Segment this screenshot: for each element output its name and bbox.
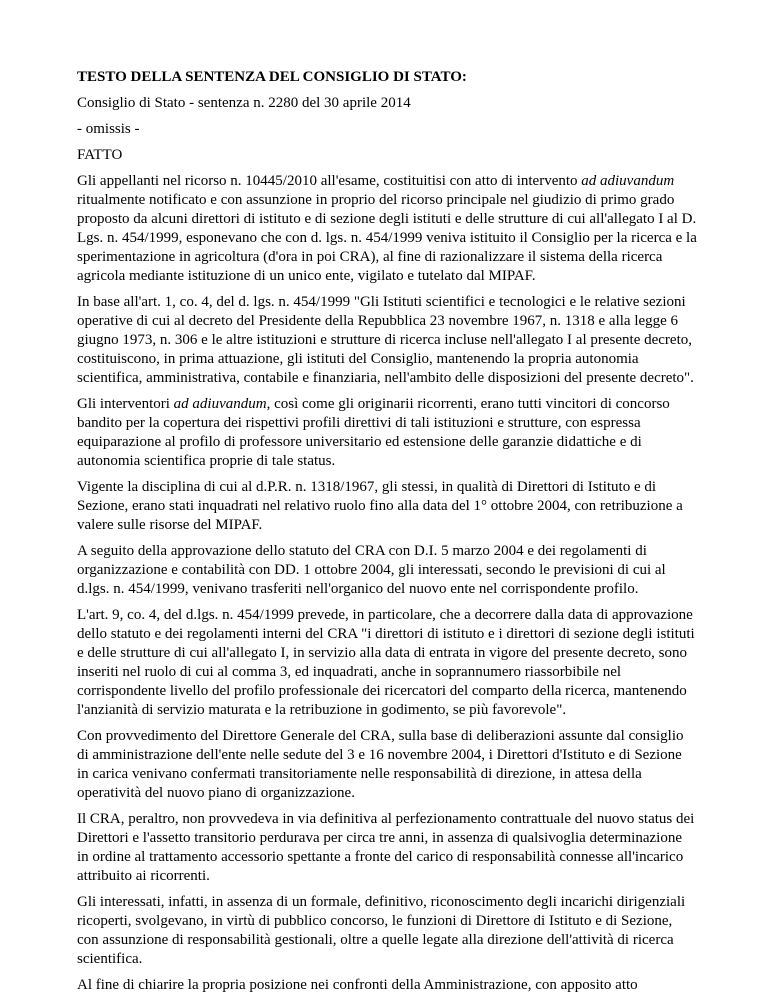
paragraph-5: A seguito della approvazione dello statuto del CRA con D.I. 5 marzo 2004 e dei regolamenti di organizzazione e contabilità con DD. 1 ottobre 2004, gli interessati, secondo le previsioni di cui al d.lgs. n. 454/1999, venivano trasferiti nell'organico del nuovo ente nel corrispondente profilo.	[77, 543, 666, 597]
paragraph-6: L'art. 9, co. 4, del d.lgs. n. 454/1999 prevede, in particolare, che a decorrere dalla data di approvazione dello statuto e dei regolamenti interni del CRA "i direttori di istituto e i direttori di sezione degli istituti e delle strutture di cui all'allegato I, in servizio alla data di entrata in vigore del presente decreto, sono inseriti nel ruolo di cui al comma 3, ed inquadrati, anche in soprannumero riassorbibile nel corrispondente livello del profilo professionale dei ricercatori del comparto della ricerca, mantenendo l'anzianità di servizio maturata e la retribuzione in godimento, se più favorevole".	[77, 607, 695, 718]
paragraph-3-emphasis: ad adiuvandum	[173, 396, 267, 412]
paragraph-2: In base all'art. 1, co. 4, del d. lgs. n. 454/1999 "Gli Istituti scientifici e tecnologici e le relative sezioni operative di cui al decreto del Presidente della Repubblica 23 novembre 1967, n. 1318 e alla legge 6 giugno 1973, n. 306 e le altre istituzioni e strutture di ricerca incluse nell'allegato I al presente decreto, costituiscono, in prima attuazione, gli istituti del Consiglio, mantenendo la propria autonomia scientifica, amministrativa, contabile e finanziaria, nell'ambito delle disposizioni del presente decreto".	[77, 294, 694, 386]
document-subtitle: Consiglio di Stato - sentenza n. 2280 del 30 aprile 2014	[77, 95, 411, 111]
paragraph-1-text-b: ritualmente notificato e con assunzione in proprio del ricorso principale nel giudizio di primo grado proposto da alcuni direttori di istituto e di sezione degli istituti e delle strutture di cui all'allegato I al D. Lgs. n. 454/1999, esponevano che con d. lgs. n. 454/1999 veniva istituito il Consiglio per la ricerca e la sperimentazione in agricoltura (d'ora in poi CRA), al fine di razionalizzare il sistema della ricerca agricola mediante istituzione di un unico ente, vigilato e tutelato dal MIPAF.	[77, 192, 697, 284]
paragraph-4: Vigente la disciplina di cui al d.P.R. n. 1318/1967, gli stessi, in qualità di Direttori di Istituto e di Sezione, erano stati inquadrati nel relativo ruolo fino alla data del 1° ottobre 2004, con retribuzione a valere sulle risorse del MIPAF.	[77, 479, 683, 533]
document-title: TESTO DELLA SENTENZA DEL CONSIGLIO DI STATO:	[77, 69, 467, 85]
section-heading: FATTO	[77, 147, 123, 163]
document-body	[77, 68, 697, 1002]
paragraph-8: Il CRA, peraltro, non provvedeva in via definitiva al perfezionamento contrattuale del nuovo status dei Direttori e l'assetto transitorio perdurava per circa tre anni, in assenza di qualsivoglia determinazione in ordine al trattamento accessorio spettante a fronte del carico di responsabilità connesse all'incarico attribuito ai ricorrenti.	[77, 811, 695, 884]
paragraph-3-text-a: Gli interventori	[77, 396, 174, 412]
paragraph-3-text-b: , così come gli originarii ricorrenti, erano tutti vincitori di concorso bandito per la copertura dei rispettivi profili direttivi di tali istituzioni e strutture, con espressa equiparazione al profilo di professore universitario ed estensione delle garanzie didattiche e di autonomia scientifica proprie di tale status.	[77, 396, 670, 469]
paragraph-3	[77, 395, 697, 471]
paragraph-1	[77, 172, 697, 286]
paragraph-1-emphasis: ad adiuvandum	[581, 173, 675, 189]
paragraph-10: Al fine di chiarire la propria posizione nei confronti della Amministrazione, con apposito atto	[77, 977, 638, 993]
omissis-marker: - omissis -	[77, 121, 140, 137]
paragraph-7: Con provvedimento del Direttore Generale del CRA, sulla base di deliberazioni assunte dal consiglio di amministrazione dell'ente nelle sedute del 3 e 16 novembre 2004, i Direttori d'Istituto e di Sezione in carica venivano confermati transitoriamente nelle responsabilità di direzione, in attesa della operatività del nuovo piano di organizzazione.	[77, 728, 684, 801]
paragraph-1-text-a: Gli appellanti nel ricorso n. 10445/2010 all'esame, costituitisi con atto di intervento	[77, 173, 582, 189]
paragraph-9: Gli interessati, infatti, in assenza di un formale, definitivo, riconoscimento degli incarichi dirigenziali ricoperti, svolgevano, in virtù di pubblico concorso, le funzioni di Direttore di Istituto e di Sezione, con assunzione di responsabilità gestionali, oltre a quelle legate alla direzione dell'attività di ricerca scientifica.	[77, 894, 686, 967]
